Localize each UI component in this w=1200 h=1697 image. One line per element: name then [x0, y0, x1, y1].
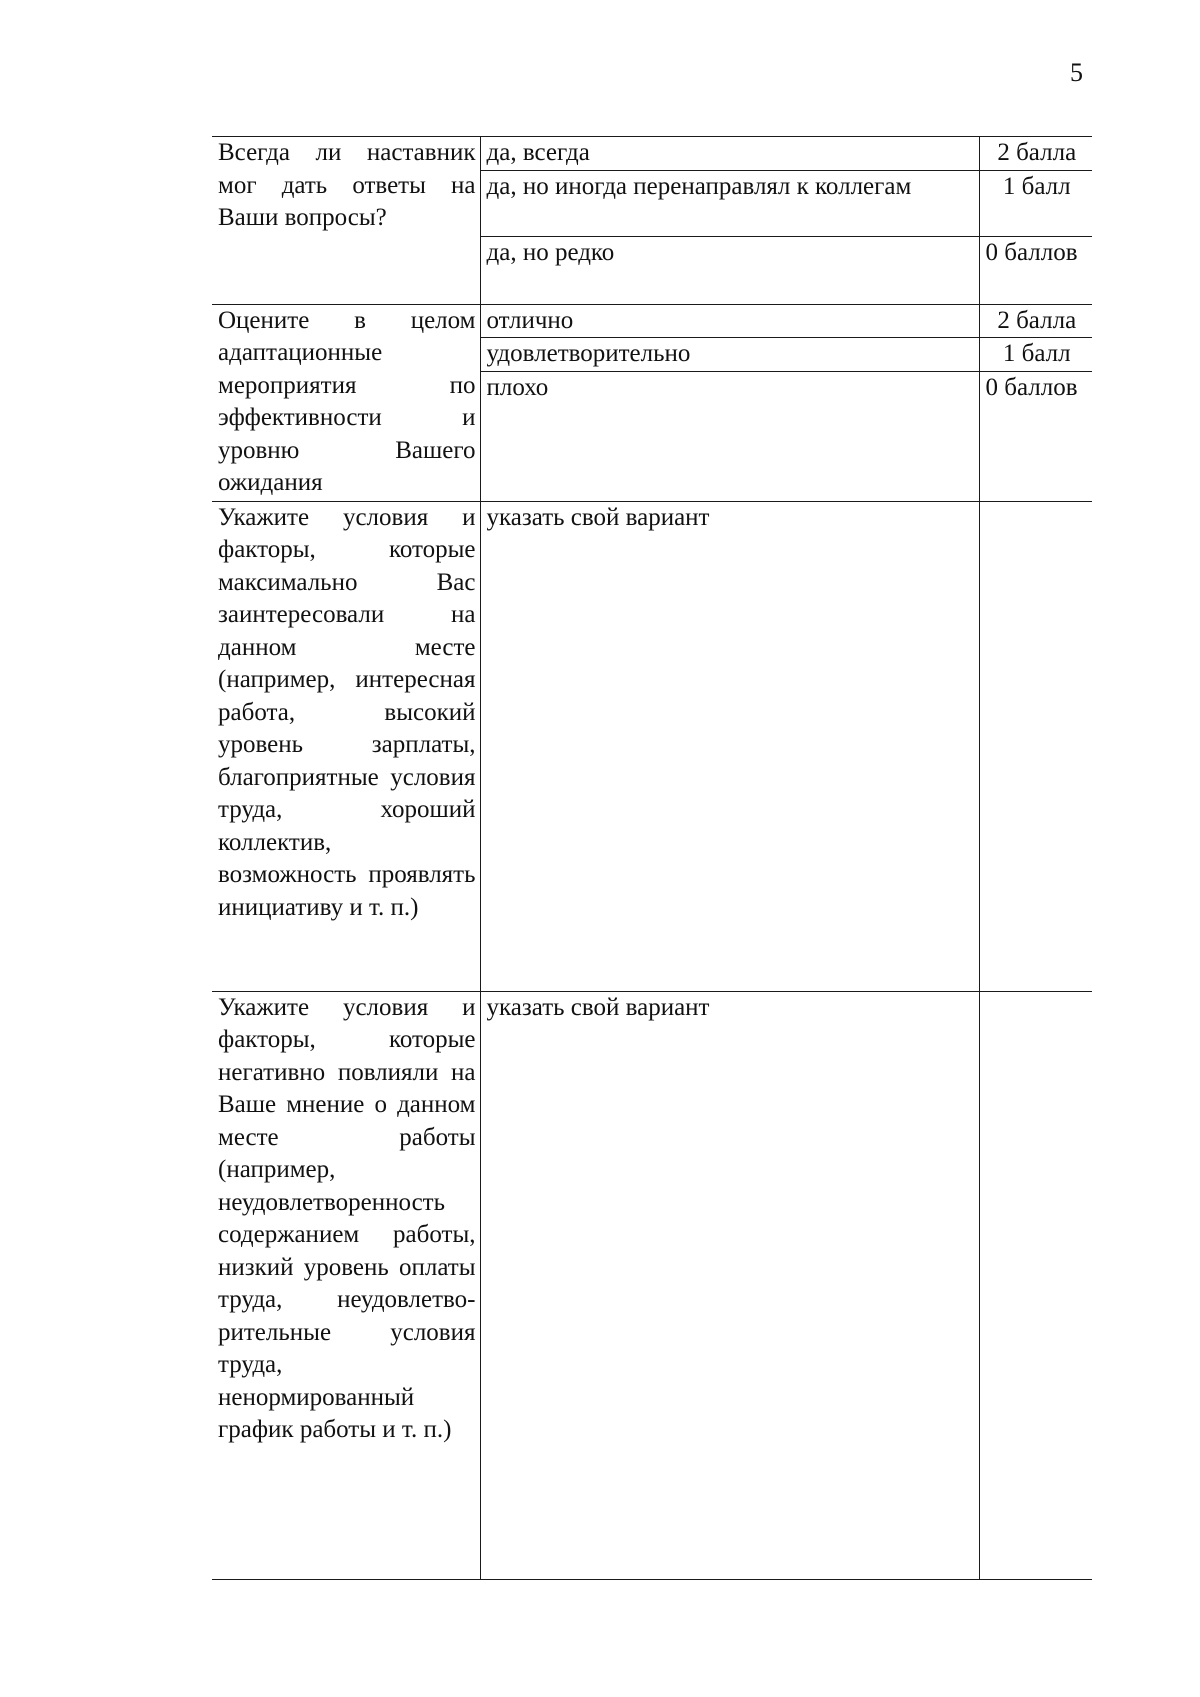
answer-cell: [480, 170, 979, 236]
question-text: Всегда ли наставник мог дать ответы на Ваши вопросы?: [218, 139, 476, 231]
answer-label: указать свой вариант: [486, 503, 710, 531]
answer-label: указать свой вариант: [486, 993, 710, 1021]
score-cell: [979, 338, 1092, 372]
score-cell: [979, 137, 1092, 171]
answer-cell: [480, 304, 979, 338]
answer-label: да, но редко: [486, 238, 615, 266]
score-value: 1 балл: [1002, 172, 1071, 200]
table-row: [212, 137, 1092, 171]
score-cell: [979, 170, 1092, 236]
score-value: 2 балла: [997, 306, 1077, 334]
score-cell: [979, 991, 1092, 1579]
question-text: Укажите условия и факторы, которые максимально Вас заинтересовали на данном месте (например, интересная работа, высокий уровень зарплаты, благоприятные условия труда, хороший коллектив, возможность проявлять инициативу и т. п.): [218, 503, 476, 921]
answer-cell: [480, 371, 979, 501]
answer-label: удовлетворительно: [486, 340, 691, 367]
answer-cell: [480, 991, 979, 1579]
answer-label: плохо: [486, 373, 549, 401]
score-value: 0 баллов: [985, 373, 1078, 401]
score-cell: [979, 304, 1092, 338]
page-number: 5: [1070, 58, 1083, 87]
answer-cell: [480, 338, 979, 372]
question-text: Оцените в целом адаптационные мероприятия по эффективности и уровню Вашего ожидания: [218, 306, 476, 496]
question-cell: [212, 304, 480, 501]
score-cell: [979, 501, 1092, 991]
answer-cell: [480, 236, 979, 304]
score-cell: [979, 236, 1092, 304]
table-row: [212, 501, 1092, 991]
table-row: [212, 304, 1092, 338]
question-cell: [212, 137, 480, 305]
answer-cell: [480, 137, 979, 171]
question-cell: [212, 991, 480, 1579]
survey-table: [212, 136, 1092, 1580]
question-cell: [212, 501, 480, 991]
score-value: 1 балл: [1002, 340, 1071, 367]
table-row: [212, 991, 1092, 1579]
question-text: Укажите условия и факторы, которые негативно повлияли на Ваше мнение о данном месте работы (например, неудовлетворенность содержанием работы, низкий уровень оплаты труда, неудовлетворительные условия труда, ненормированный график работы и т. п.): [218, 993, 476, 1443]
score-value: 2 балла: [997, 139, 1077, 166]
answer-label: да, всегда: [486, 139, 590, 166]
answer-cell: [480, 501, 979, 991]
score-value: 0 баллов: [985, 238, 1078, 266]
score-cell: [979, 371, 1092, 501]
answer-label: да, но иногда перенаправлял к коллегам: [486, 172, 912, 200]
answer-label: отлично: [486, 306, 574, 334]
